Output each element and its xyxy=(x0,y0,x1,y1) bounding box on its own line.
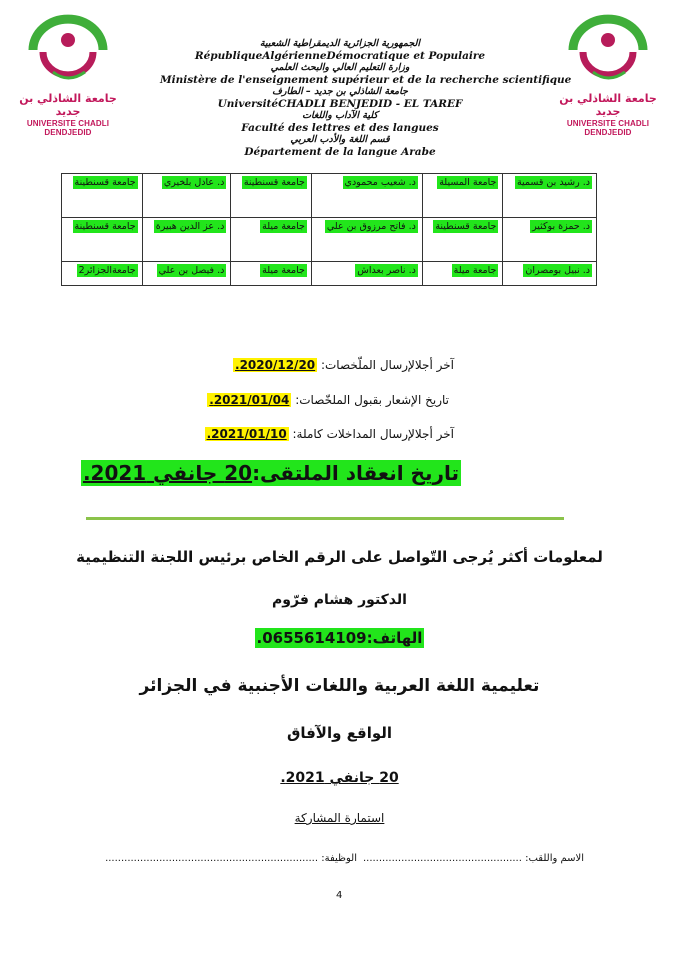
table-cell: جامعة قسنطينة xyxy=(62,174,143,218)
university-name-fr: UNIVERSITE CHADLI DENDJEDID xyxy=(566,119,650,137)
contact-name: الدكتور هشام فرّوم xyxy=(272,592,407,608)
table-cell: جامعة قسنطينة xyxy=(231,174,312,218)
table-cell: د. عادل بلخيري xyxy=(142,174,231,218)
table-cell: د. فيصل بن علي xyxy=(142,262,231,286)
table-row xyxy=(62,262,597,286)
form-title: تعليمية اللغة العربية واللغات الأجنبية في الجزائر xyxy=(139,676,540,696)
deadline-abstracts xyxy=(233,358,454,372)
table-cell: جامعة ميلة xyxy=(231,218,312,262)
contact-phone xyxy=(0,629,679,647)
deadline-notification-label: تاريخ الإشعار بقبول الملخّصات: xyxy=(295,393,449,407)
header-university-fr: UniversitéCHADLI BENJEDID - EL TAREF xyxy=(217,98,463,110)
header-republic-ar: الجمهورية الجزائرية الديمقراطية الشعبية xyxy=(259,38,421,49)
job-field-label: الوظيفة: xyxy=(321,853,357,864)
table-cell: د. نبيل بومصران xyxy=(503,262,597,286)
document-header xyxy=(160,38,572,158)
header-faculty-fr: Faculté des lettres et des langues xyxy=(241,122,439,134)
section-divider xyxy=(86,517,564,520)
table-cell: د. شعيب محمودي xyxy=(311,174,422,218)
table-cell: جامعة قسنطينة xyxy=(422,218,503,262)
university-emblem-icon xyxy=(13,10,123,90)
header-ministry-fr: Ministère de l'enseignement supérieur et de la recherche scientifique xyxy=(160,74,572,86)
university-name-ar: جامعة الشاذلي بن جديد xyxy=(559,92,657,118)
header-ministry-ar: وزارة التعليم العالي والبحث العلمي xyxy=(270,62,410,73)
university-name-ar: جامعة الشاذلي بن جديد xyxy=(19,92,117,118)
deadline-full-papers xyxy=(205,427,454,441)
job-field[interactable] xyxy=(105,853,357,864)
table-cell: جامعة المسيلة xyxy=(422,174,503,218)
university-logo-left xyxy=(8,10,128,137)
contact-info: لمعلومات أكثر يُرجى التّواصل على الرقم الخاص برئيس اللجنة التنظيمية xyxy=(76,548,603,566)
deadline-abstracts-label: آخر أجلالإرسال الملّخصات: xyxy=(320,358,454,372)
form-date: 20 جانفي 2021. xyxy=(280,770,399,786)
deadline-full-papers-date: 2021/01/10. xyxy=(206,427,287,441)
header-university-ar: جامعة الشاذلي بن جديد – الطارف xyxy=(272,86,408,97)
table-cell: د. فاتح مرزوق بن علي xyxy=(311,218,422,262)
deadline-notification-date: 2021/01/04. xyxy=(209,393,290,407)
job-field-dots: ................................................................... xyxy=(105,853,319,864)
table-row xyxy=(62,174,597,218)
deadline-notification xyxy=(207,393,449,407)
name-field-label: الاسم واللقب: xyxy=(525,853,584,864)
table-cell: جامعةالجزائر2 xyxy=(62,262,143,286)
committee-table xyxy=(61,173,597,286)
conference-date xyxy=(81,461,461,485)
conference-date-text: تاريخ انعقاد الملتقى:20 جانفي 2021. xyxy=(82,461,459,485)
table-cell: د. عز الدين هبيرة xyxy=(142,218,231,262)
name-field-dots: .................................................. xyxy=(362,853,522,864)
table-cell: جامعة ميلة xyxy=(422,262,503,286)
header-department-fr: Département de la langue Arabe xyxy=(244,146,436,158)
university-name-fr: UNIVERSITE CHADLI DENDJEDID xyxy=(26,119,110,137)
name-field[interactable] xyxy=(363,853,584,864)
header-department-ar: قسم اللغة والأدب العربي xyxy=(290,134,390,145)
page-number: 4 xyxy=(336,890,343,901)
form-heading: استمارة المشاركة xyxy=(294,811,385,825)
table-cell: جامعة ميلة xyxy=(231,262,312,286)
table-row xyxy=(62,218,597,262)
form-subtitle: الواقع والآفاق xyxy=(286,724,393,742)
contact-phone-text: الهاتف:0655614109. xyxy=(256,629,423,647)
table-cell: د. ناصر بعداش xyxy=(311,262,422,286)
deadline-full-papers-label: آخر أجلالإرسال المداخلات كاملة: xyxy=(292,427,454,441)
deadline-abstracts-date: 2020/12/20. xyxy=(235,358,316,372)
table-cell: جامعة قسنطينة xyxy=(62,218,143,262)
table-cell: د. حمزة بوكثير xyxy=(503,218,597,262)
header-republic-fr: RépubliqueAlgérienneDémocratique et Populaire xyxy=(194,50,486,62)
table-cell: د. رشيد بن قسمية xyxy=(503,174,597,218)
header-faculty-ar: كلية الآداب واللغات xyxy=(302,110,378,121)
